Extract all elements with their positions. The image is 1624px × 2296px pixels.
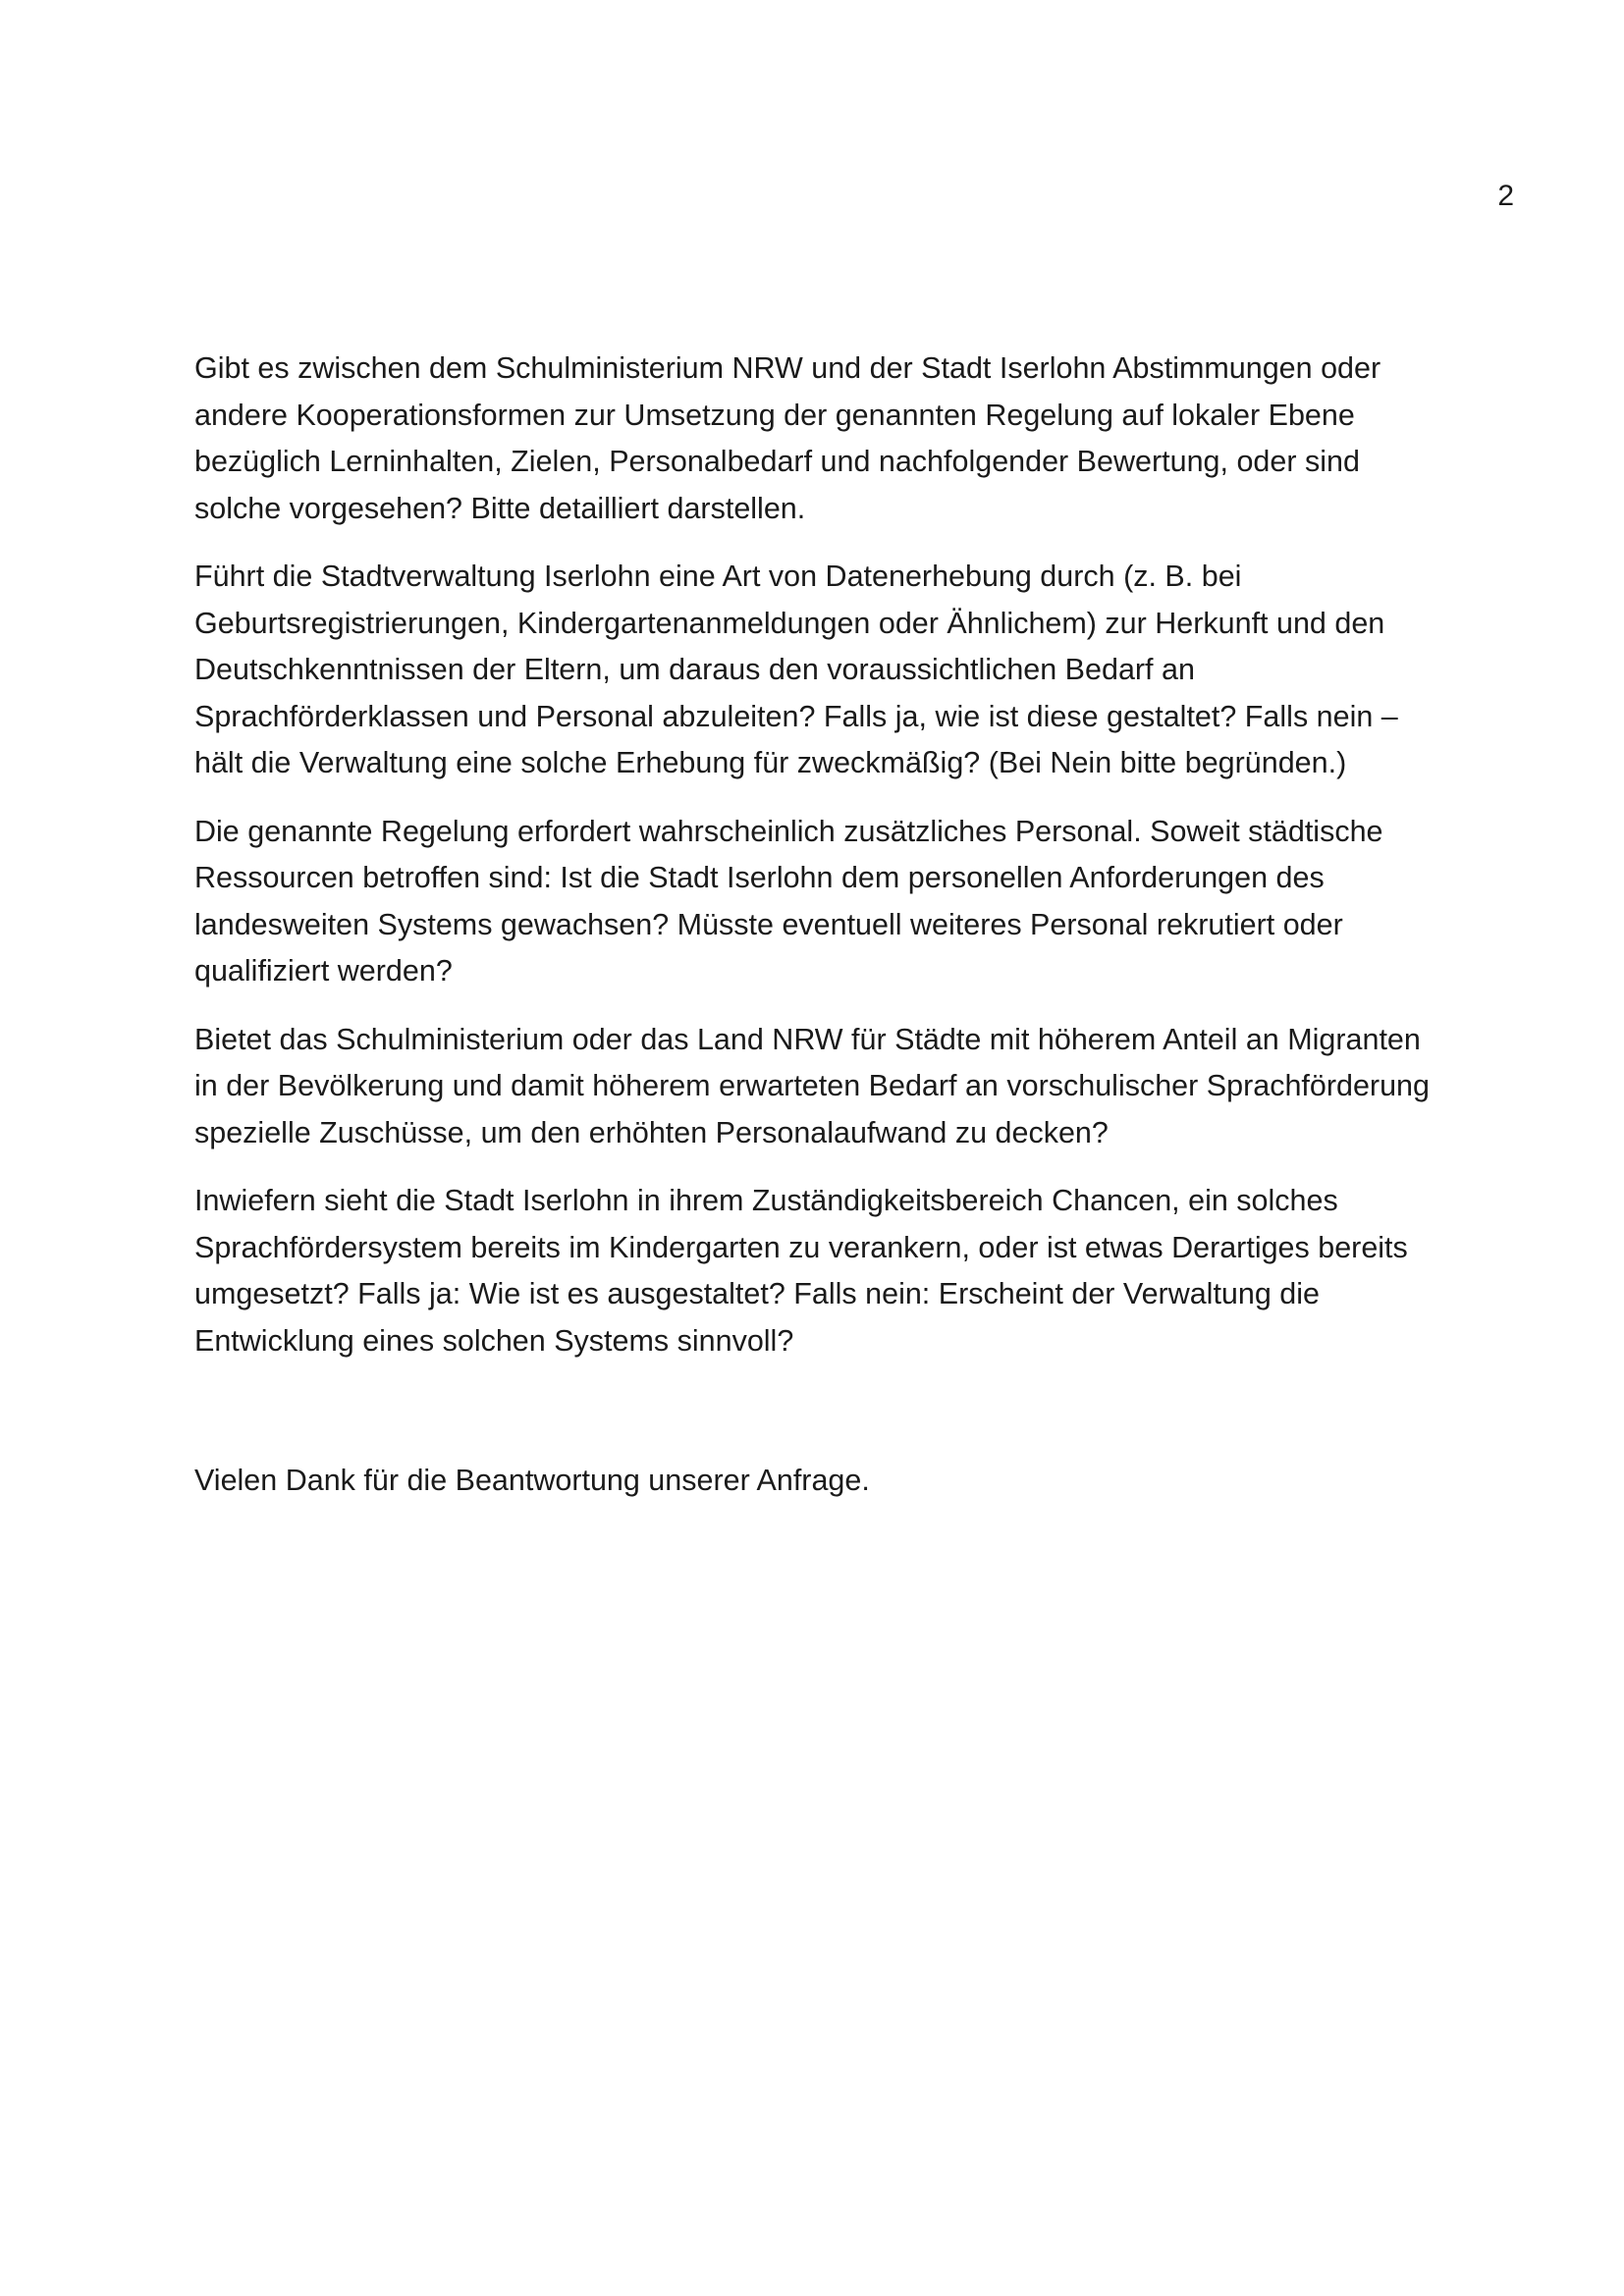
text-line: Die genannte Regelung erfordert wahrscheinlich zusätzliches Personal. Soweit städtische [194, 814, 1383, 848]
paragraph-data-collection [194, 554, 1522, 787]
text-line: Sprachförderklassen und Personal abzuleiten? Falls ja, wie ist diese gestaltet? Falls nein – [194, 699, 1398, 733]
text-line: solche vorgesehen? Bitte detailliert darstellen. [194, 491, 806, 525]
document-body [194, 346, 1522, 1526]
paragraph-cooperation [194, 346, 1522, 532]
text-line: Ressourcen betroffen sind: Ist die Stadt Iserlohn dem personellen Anforderungen des [194, 861, 1325, 894]
text-line: Inwiefern sieht die Stadt Iserlohn in ihrem Zuständigkeitsbereich Chancen, ein solches [194, 1184, 1338, 1217]
text-line: in der Bevölkerung und damit höherem erwarteten Bedarf an vorschulischer Sprachförderung [194, 1069, 1430, 1102]
text-line: spezielle Zuschüsse, um den erhöhten Personalaufwand zu decken? [194, 1115, 1109, 1149]
text-line: landesweiten Systems gewachsen? Müsste eventuell weiteres Personal rekrutiert oder [194, 907, 1343, 941]
text-line: Deutschkenntnissen der Eltern, um daraus den voraussichtlichen Bedarf an [194, 653, 1195, 686]
text-line: Bietet das Schulministerium oder das Land NRW für Städte mit höherem Anteil an Migranten [194, 1022, 1421, 1056]
text-line: Gibt es zwischen dem Schulministerium NRW und der Stadt Iserlohn Abstimmungen oder [194, 351, 1381, 385]
paragraph-subsidies [194, 1017, 1522, 1157]
text-line: qualifiziert werden? [194, 954, 453, 988]
page-number: 2 [1497, 180, 1514, 212]
text-line: andere Kooperationsformen zur Umsetzung der genannten Regelung auf lokaler Ebene [194, 398, 1355, 432]
text-line: hält die Verwaltung eine solche Erhebung für zweckmäßig? (Bei Nein bitte begründen.) [194, 746, 1347, 779]
text-line: bezüglich Lerninhalten, Zielen, Personalbedarf und nachfolgender Bewertung, oder sind [194, 445, 1360, 478]
closing-sentence: Vielen Dank für die Beantwortung unserer Anfrage. [194, 1464, 870, 1497]
text-line: Entwicklung eines solchen Systems sinnvoll? [194, 1323, 794, 1358]
text-line: Geburtsregistrierungen, Kindergartenanmeldungen oder Ähnlichem) zur Herkunft und den [194, 606, 1385, 640]
text-line: Sprachfördersystem bereits im Kindergarten zu verankern, oder ist etwas Derartiges bereits [194, 1230, 1408, 1264]
text-line: umgesetzt? Falls ja: Wie ist es ausgestaltet? Falls nein: Erscheint der Verwaltung die [194, 1277, 1320, 1310]
paragraph-personnel [194, 809, 1522, 995]
paragraph-kindergarten [194, 1178, 1522, 1364]
text-line: Führt die Stadtverwaltung Iserlohn eine Art von Datenerhebung durch (z. B. bei [194, 560, 1242, 593]
